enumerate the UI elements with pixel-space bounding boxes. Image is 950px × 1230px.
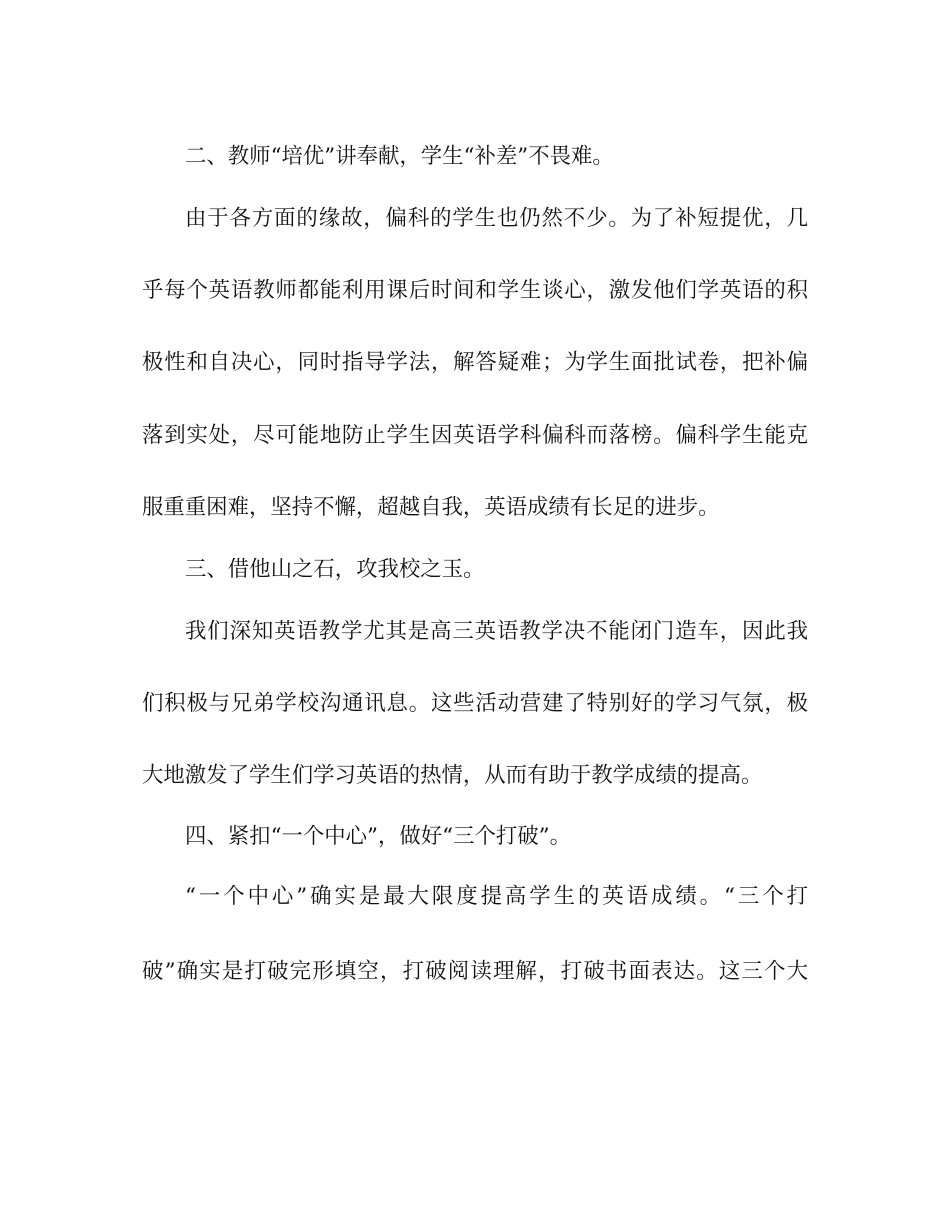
section-heading-3: 三、借他山之石，攻我校之玉。 bbox=[185, 557, 485, 582]
paragraph-line: 落到实处，尽可能地防止学生因英语学科偏科而落榜。偏科学生能克 bbox=[142, 423, 808, 448]
paragraph-line: 乎每个英语教师都能利用课后时间和学生谈心，激发他们学英语的积 bbox=[142, 278, 808, 303]
paragraph-line: 破”确实是打破完形填空，打破阅读理解，打破书面表达。这三个大 bbox=[142, 959, 808, 984]
paragraph-line: 极性和自决心，同时指导学法，解答疑难；为学生面批试卷，把补偏 bbox=[142, 350, 808, 375]
paragraph-line: 们积极与兄弟学校沟通讯息。这些活动营建了特别好的学习气氛，极 bbox=[142, 691, 808, 716]
paragraph-line: “一个中心”确实是最大限度提高学生的英语成绩。“三个打 bbox=[185, 884, 808, 909]
section-heading-2: 二、教师“培优”讲奉献，学生“补差”不畏难。 bbox=[185, 144, 614, 169]
paragraph-line: 由于各方面的缘故，偏科的学生也仍然不少。为了补短提优，几 bbox=[185, 206, 808, 231]
paragraph-line: 我们深知英语教学尤其是高三英语教学决不能闭门造车，因此我 bbox=[185, 619, 808, 644]
paragraph-line: 服重重困难，坚持不懈，超越自我，英语成绩有长足的进步。 bbox=[142, 495, 720, 520]
paragraph-line: 大地激发了学生们学习英语的热情，从而有助于教学成绩的提高。 bbox=[142, 763, 763, 788]
section-heading-4: 四、紧扣“一个中心”，做好“三个打破”。 bbox=[185, 824, 571, 849]
